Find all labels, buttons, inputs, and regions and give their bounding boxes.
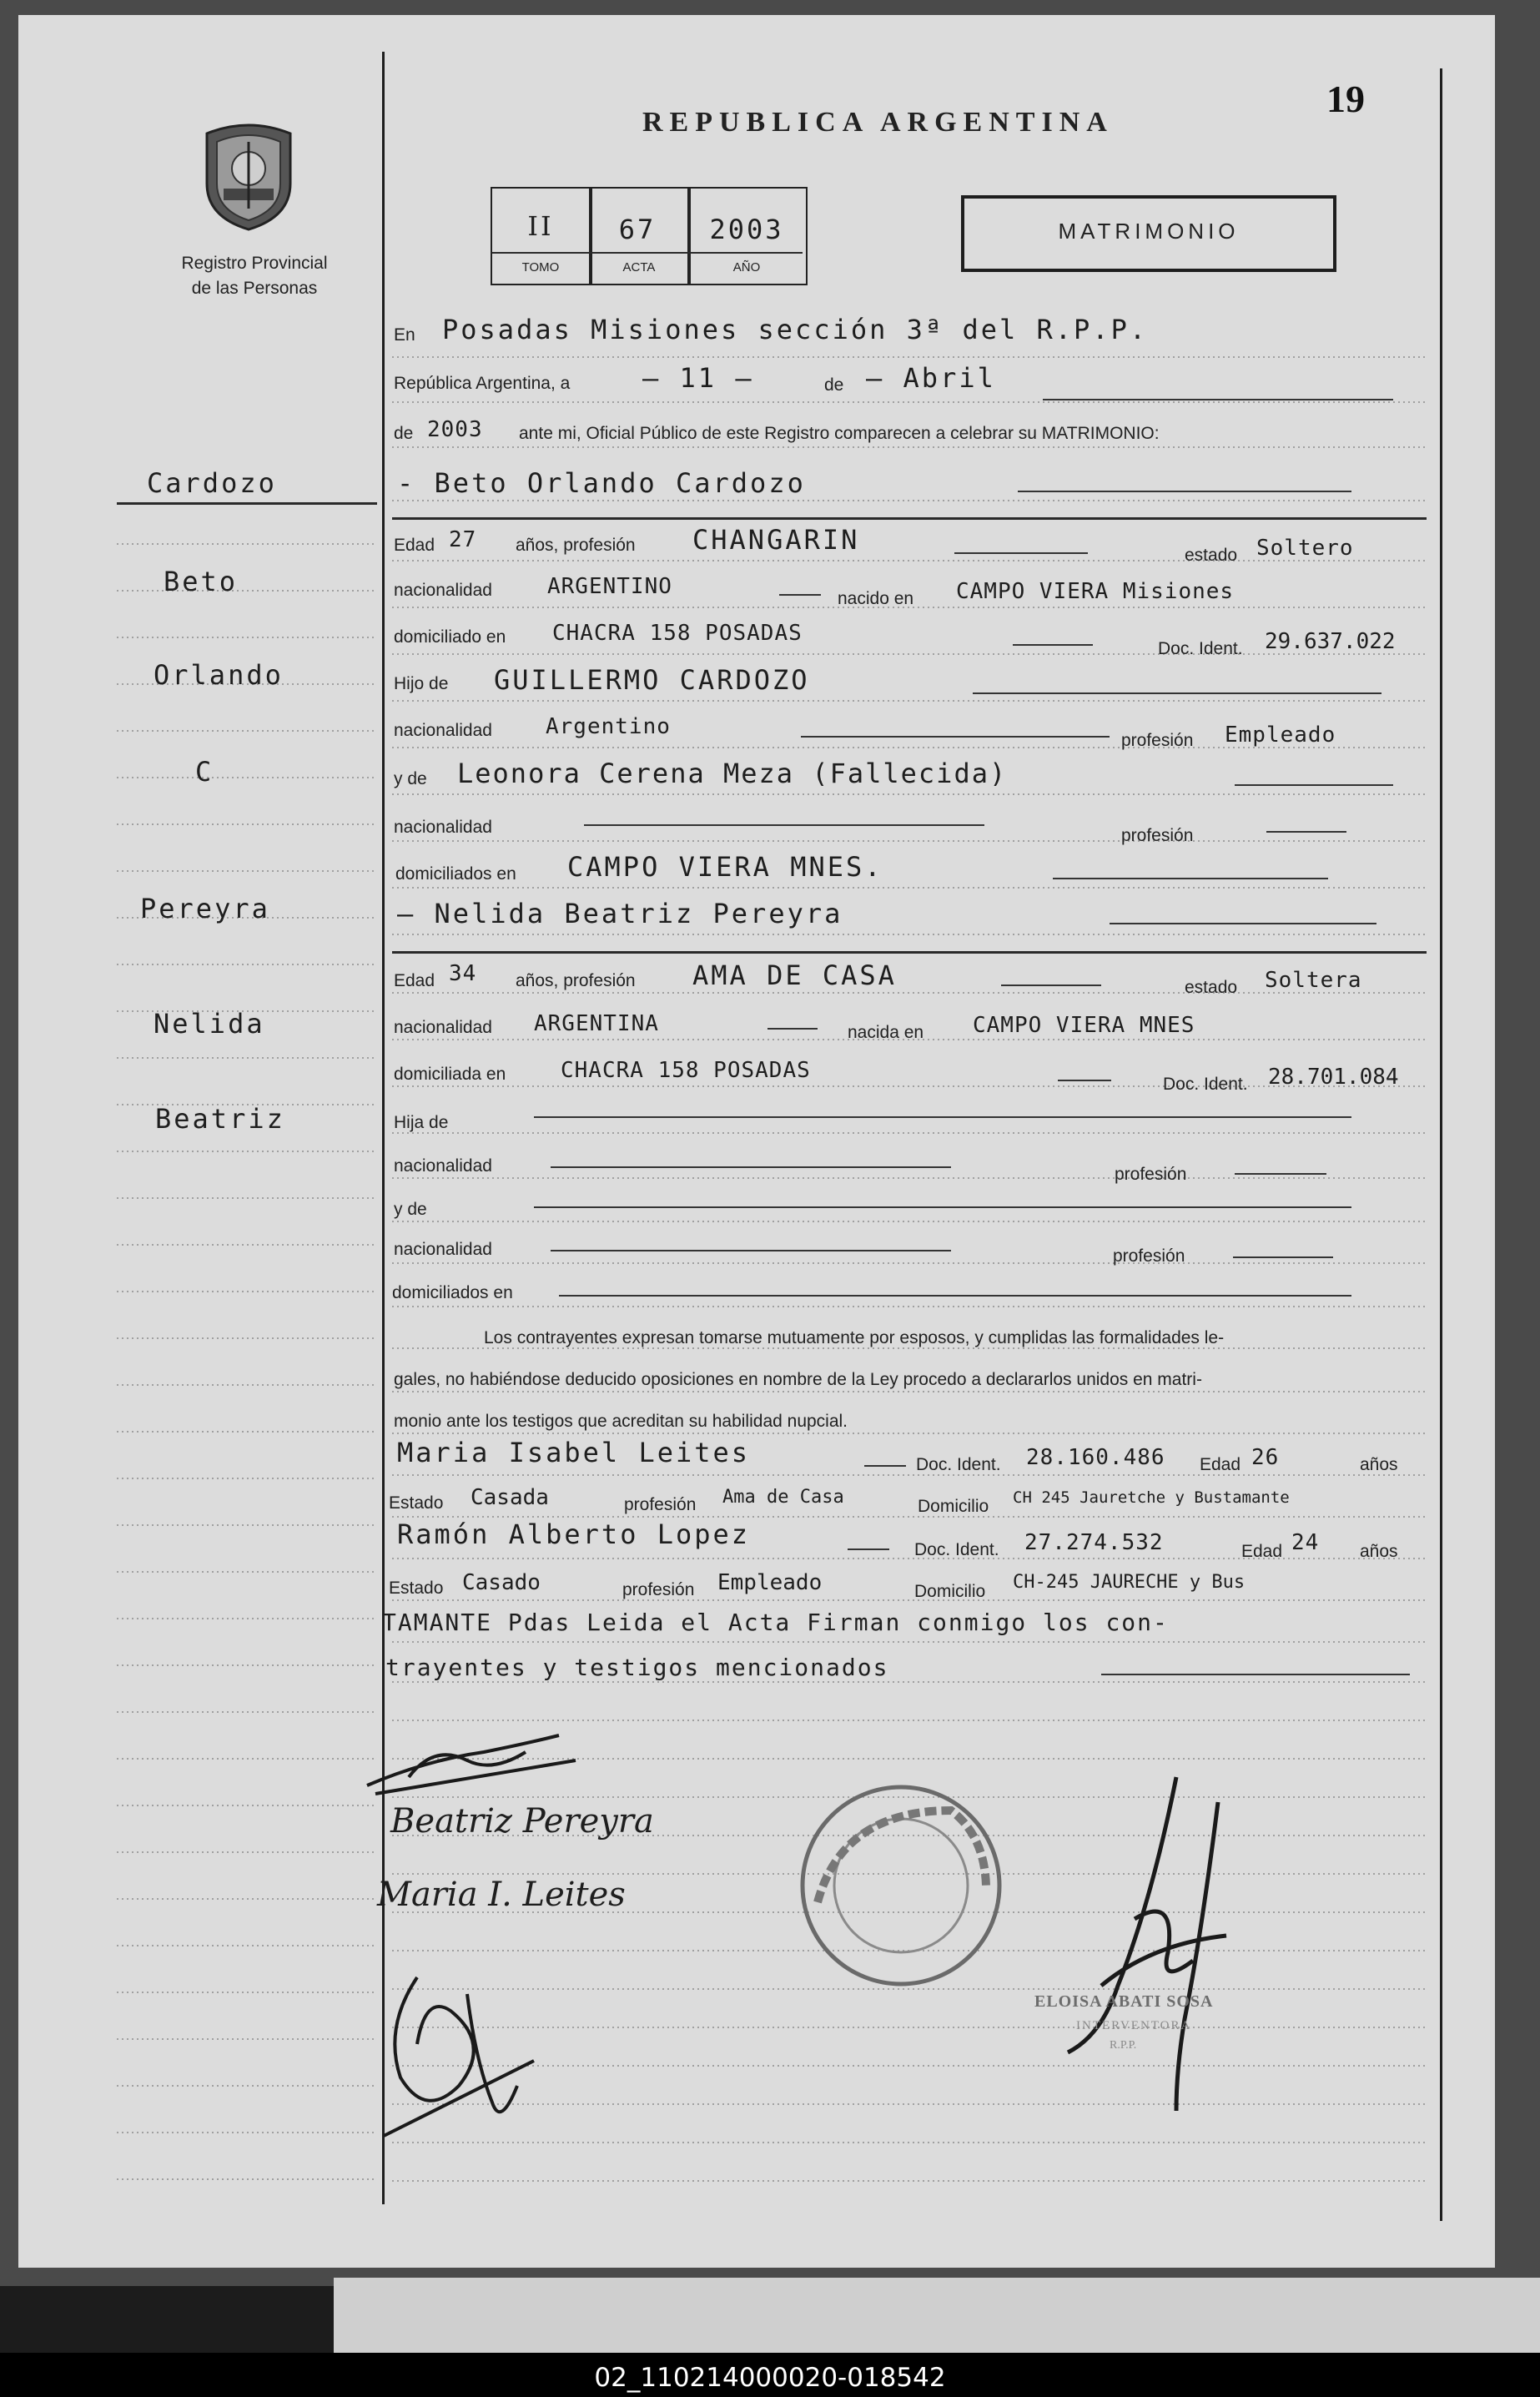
bride-dom2-label: domiciliados en — [392, 1283, 513, 1302]
witness2-dom-label: Domicilio — [914, 1582, 986, 1601]
bride-status: Soltera — [1265, 968, 1362, 993]
groom-status: Soltero — [1256, 536, 1354, 561]
groom-separator — [392, 517, 1427, 520]
record-type: MATRIMONIO — [1058, 219, 1240, 244]
witness1-address: CH 245 Jauretche y Bustamante — [1013, 1488, 1290, 1507]
groom-father-prof-label: profesión — [1121, 731, 1194, 750]
groom-name: - Beto Orlando Cardozo — [397, 467, 806, 499]
box-divider — [492, 252, 803, 254]
bride-nac3-label: nacionalidad — [394, 1240, 492, 1259]
witness1-estado-label: Estado — [389, 1493, 444, 1513]
bride-prof2-fill — [1235, 1173, 1326, 1175]
bride-doc-label: Doc. Ident. — [1163, 1075, 1248, 1094]
coat-of-arms-icon — [199, 117, 299, 234]
page-number: 19 — [1326, 78, 1365, 120]
bride-yde-label: y de — [394, 1200, 427, 1219]
bride-nationality: ARGENTINA — [534, 1011, 659, 1036]
groom-father: GUILLERMO CARDOZO — [494, 664, 810, 696]
bride-nac2-label: nacionalidad — [394, 1156, 492, 1176]
bride-hija-fill — [534, 1116, 1351, 1118]
margin-groom-surname: Cardozo — [147, 467, 277, 499]
year-value: 2003 — [427, 417, 483, 442]
groom-age: 27 — [449, 527, 477, 552]
witness1-doc-label: Doc. Ident. — [916, 1455, 1001, 1474]
groom-edad-label: Edad — [394, 536, 435, 555]
witness1-anos-label: años — [1360, 1455, 1398, 1474]
groom-nationality-dash — [779, 594, 821, 596]
bride-nac-label: nacionalidad — [394, 1018, 492, 1037]
bride-nac3-fill — [551, 1250, 951, 1251]
parents-dom-label: domiciliados en — [395, 864, 516, 884]
bride-signature: Beatriz Pereyra — [390, 1802, 654, 1841]
groom-nac-label: nacionalidad — [394, 581, 492, 600]
en-label: En — [394, 325, 415, 345]
republica-label: República Argentina, a — [394, 374, 571, 393]
witness2-doc: 27.274.532 — [1024, 1530, 1164, 1555]
groom-doc: 29.637.022 — [1265, 629, 1396, 654]
groom-profession-fill — [954, 552, 1088, 554]
month-value: — Abril — [866, 362, 996, 394]
bride-prof3-label: profesión — [1113, 1246, 1185, 1266]
groom-nacido-label: nacido en — [838, 589, 914, 608]
bride-profession: AMA DE CASA — [692, 959, 897, 991]
witness2-anos-label: años — [1360, 1542, 1398, 1561]
witness1-dom-label: Domicilio — [918, 1497, 989, 1516]
witness2-prof-label: profesión — [622, 1580, 695, 1599]
witness1-status: Casada — [471, 1485, 549, 1510]
country-title: REPUBLICA ARGENTINA — [642, 107, 1114, 138]
margin-bride-given-1: Nelida — [153, 1008, 265, 1040]
bride-name: — Nelida Beatriz Pereyra — [397, 898, 843, 929]
de-label: de — [824, 375, 844, 395]
groom-signature-icon — [359, 1727, 592, 1802]
witness1-name-dash — [864, 1465, 906, 1467]
groom-mother-prof-label: profesión — [1121, 826, 1194, 845]
declaration-line-1: Los contrayentes expresan tomarse mutuamente por esposos, y cumplidas las formalidades le- — [484, 1328, 1225, 1347]
parents-address-fill — [1053, 878, 1328, 879]
bride-dom-label: domiciliada en — [394, 1065, 506, 1084]
place-value: Posadas Misiones sección 3ª del R.P.P. — [442, 314, 1149, 345]
bride-birthplace: CAMPO VIERA MNES — [973, 1013, 1195, 1038]
witness1-signature: Maria I. Leites — [377, 1876, 626, 1914]
official-title-stamp: INTERVENTORA — [1076, 2019, 1192, 2032]
groom-hijo-label: Hijo de — [394, 674, 449, 693]
bride-address: CHACRA 158 POSADAS — [561, 1058, 811, 1083]
groom-father-fill — [973, 692, 1381, 694]
groom-father-nationality: Argentino — [546, 714, 671, 739]
bride-separator — [392, 951, 1427, 954]
groom-anos-prof-label: años, profesión — [516, 536, 636, 555]
official-signature-icon — [1051, 1769, 1251, 2119]
groom-profession: CHANGARIN — [692, 524, 860, 556]
margin-bride-surname: Pereyra — [140, 893, 270, 924]
witness2-edad-label: Edad — [1241, 1542, 1283, 1561]
bride-edad-label: Edad — [394, 971, 435, 990]
book-edge — [334, 2278, 1540, 2353]
registry-name-line1: Registro Provincial — [181, 254, 328, 273]
groom-mother: Leonora Cerena Meza (Fallecida) — [457, 758, 1008, 789]
groom-dom-label: domiciliado en — [394, 627, 506, 647]
groom-nationality: ARGENTINO — [547, 574, 672, 599]
bride-dom2-fill — [559, 1295, 1351, 1297]
closing-line-2: trayentes y testigos mencionados — [385, 1654, 889, 1681]
bride-prof3-fill — [1233, 1256, 1333, 1258]
declaration-line-3: monio ante los testigos que acreditan su habilidad nupcial. — [394, 1412, 848, 1431]
registry-name-line2: de las Personas — [191, 279, 318, 298]
groom-father-profession: Empleado — [1225, 723, 1336, 748]
margin-groom-given-2: Orlando — [153, 659, 284, 691]
witness1-doc: 28.160.486 — [1026, 1445, 1165, 1470]
registry-stamp-icon — [793, 1777, 1009, 1994]
witness1-prof-label: profesión — [624, 1495, 697, 1514]
groom-mother-fill — [1235, 784, 1393, 786]
parents-address: CAMPO VIERA MNES. — [567, 851, 883, 883]
groom-name-fill — [1018, 491, 1351, 492]
margin-bride-given-2: Beatriz — [155, 1103, 285, 1135]
groom-birthplace: CAMPO VIERA Misiones — [956, 579, 1235, 604]
bride-prof2-label: profesión — [1115, 1165, 1187, 1184]
acta-value: 67 — [618, 214, 657, 245]
witness2-profession: Empleado — [717, 1570, 823, 1595]
bride-address-dash — [1058, 1080, 1111, 1081]
witness2-name-dash — [848, 1548, 889, 1550]
de2-label: de — [394, 424, 414, 443]
bride-estado-label: estado — [1185, 978, 1238, 997]
margin-initial: C — [195, 756, 214, 788]
ano-label: AÑO — [732, 260, 761, 274]
scan-background — [0, 2286, 334, 2353]
groom-address-dash — [1013, 644, 1093, 646]
witness1-age: 26 — [1251, 1445, 1280, 1470]
witness2-signature-icon — [367, 1961, 559, 2153]
groom-father-nac-label: nacionalidad — [394, 721, 492, 740]
bride-doc: 28.701.084 — [1268, 1065, 1399, 1090]
margin-groom-given-1: Beto — [164, 566, 239, 597]
witness2-doc-label: Doc. Ident. — [914, 1540, 999, 1559]
bride-profession-fill — [1001, 984, 1101, 986]
bride-nationality-dash — [767, 1028, 818, 1030]
groom-mother-nac-label: nacionalidad — [394, 818, 492, 837]
witness1-name: Maria Isabel Leites — [397, 1437, 751, 1468]
tomo-label: TOMO — [521, 260, 560, 274]
witness1-edad-label: Edad — [1200, 1455, 1241, 1474]
bride-yde-fill — [534, 1206, 1351, 1208]
bride-hija-label: Hija de — [394, 1113, 449, 1132]
witness1-profession: Ama de Casa — [722, 1487, 844, 1508]
groom-doc-label: Doc. Ident. — [1158, 639, 1243, 658]
bride-anos-prof-label: años, profesión — [516, 971, 636, 990]
day-value: — 11 — — [642, 362, 754, 394]
groom-mother-prof-fill — [1266, 831, 1346, 833]
groom-mother-nat-fill — [584, 824, 984, 826]
groom-estado-label: estado — [1185, 546, 1238, 565]
acta-label: ACTA — [622, 260, 656, 274]
bride-name-fill — [1110, 923, 1376, 924]
bride-nacida-label: nacida en — [848, 1023, 924, 1042]
groom-father-nat-fill — [801, 736, 1110, 738]
month-fill-line — [1043, 399, 1393, 400]
statement-text: ante mi, Oficial Público de este Registro comparecen a celebrar su MATRIMONIO: — [519, 424, 1160, 443]
witness2-name: Ramón Alberto Lopez — [397, 1518, 751, 1550]
image-caption: 02_110214000020-018542 — [594, 2363, 946, 2393]
ano-value: 2003 — [709, 214, 784, 245]
official-name-stamp: ELOISA ABATI SOSA — [1034, 1992, 1214, 2011]
groom-address: CHACRA 158 POSADAS — [552, 621, 803, 646]
bride-age: 34 — [449, 961, 477, 986]
tomo-value: II — [527, 210, 554, 242]
declaration-line-2: gales, no habiéndose deducido oposiciones en nombre de la Ley procedo a declararlos unidos en matri- — [394, 1370, 1202, 1389]
groom-yde-label: y de — [394, 769, 427, 788]
closing-line-1: TAMANTE Pdas Leida el Acta Firman conmigo los con- — [382, 1609, 1169, 1636]
witness2-status: Casado — [462, 1570, 541, 1595]
margin-name-underline — [117, 502, 377, 505]
witness2-estado-label: Estado — [389, 1579, 444, 1598]
witness2-age: 24 — [1291, 1530, 1320, 1555]
official-org-stamp: R.P.P. — [1110, 2039, 1137, 2052]
closing-fill-line — [1101, 1674, 1410, 1675]
bride-nac2-fill — [551, 1166, 951, 1168]
witness2-address: CH-245 JAURECHE y Bus — [1013, 1572, 1246, 1593]
